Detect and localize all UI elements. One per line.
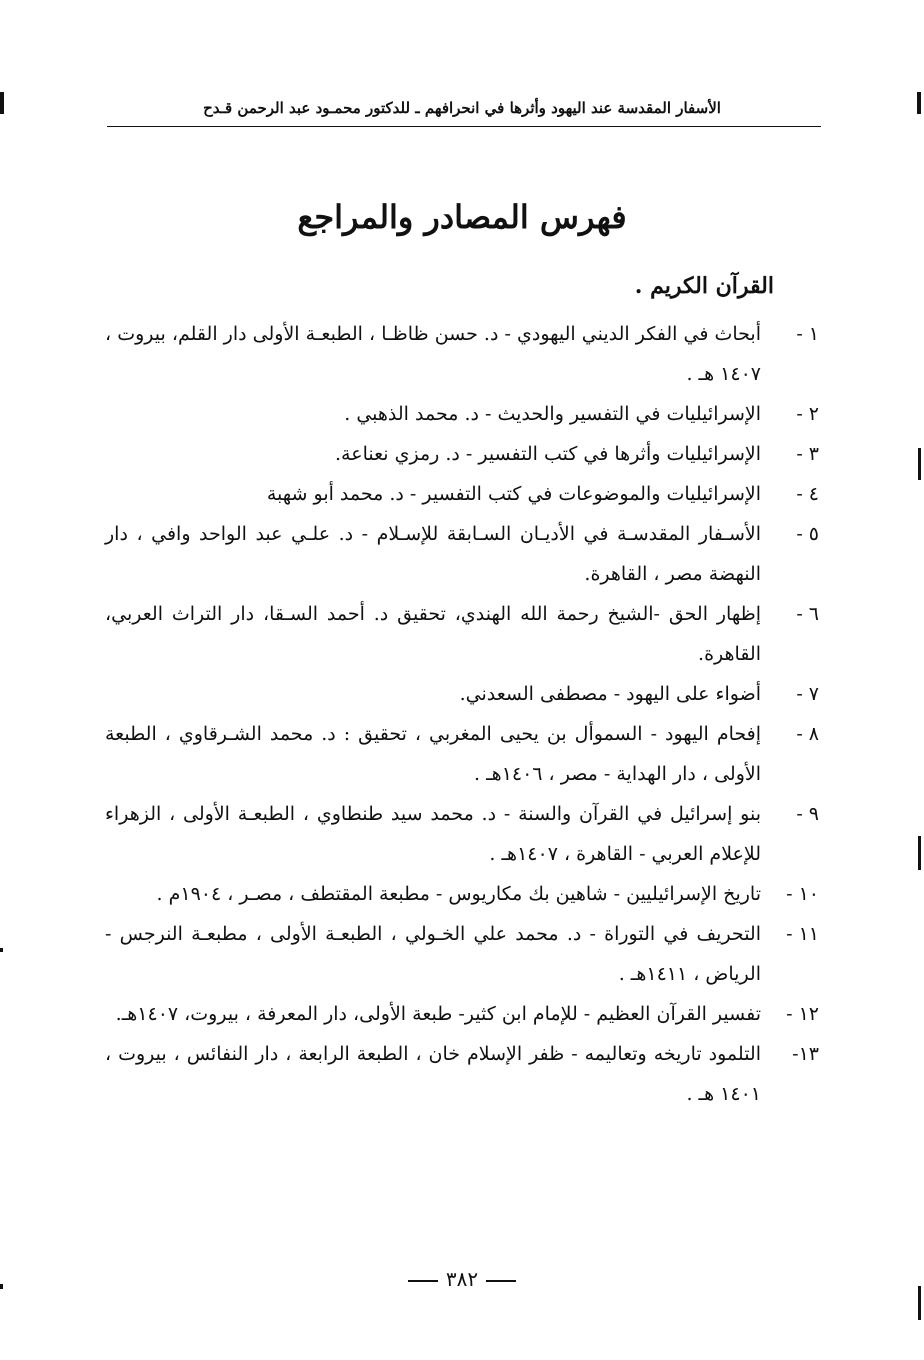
page-number-dash [408,1280,438,1282]
reference-number: ١ - [796,323,819,345]
scan-artifact-mark [917,92,921,114]
reference-text: الإسرائيليات والموضوعات في كتب التفسير - د. محمد أبو شهبة [266,483,761,505]
reference-item [105,594,819,674]
section-heading: القرآن الكريم . [634,273,774,299]
reference-text: أبحاث في الفكر الديني اليهودي - د. حسن ظاظـا ، الطبعـة الأولى دار القلم، بيروت ، ١٤٠٧ هـ . [105,323,761,385]
reference-number: ١٢ - [786,1003,819,1025]
reference-number: ٢ - [796,403,819,425]
reference-text: إظهار الحق -الشيخ رحمة الله الهندي، تحقيق د. أحمد السـقا، دار التراث العربي، القاهرة. [105,603,761,665]
references-list [105,314,819,1114]
reference-number: ٦ - [796,603,819,625]
scan-artifact-mark [918,448,921,480]
reference-number: ١١ - [786,923,819,945]
reference-item [105,434,819,474]
reference-item [105,674,819,714]
reference-text: الأسـفار المقدسـة في الأديـان السـابقة للإسـلام - د. علـي عبد الواحد وافي ، دار النهضة مصر ، القاهرة. [105,523,761,585]
reference-text: التحريف في التوراة - د. محمد علي الخـولي ، الطبعـة الأولى ، مطبعـة النرجس - الرياض ، ١٤١١هـ . [105,923,761,985]
reference-number: ١٣- [792,1043,819,1065]
reference-text: أضواء على اليهود - مصطفى السعدني. [459,683,761,705]
reference-item [105,314,819,394]
reference-item [105,514,819,594]
reference-number: ٥ - [796,523,819,545]
reference-item [105,474,819,514]
reference-item [105,1034,819,1114]
reference-item [105,914,819,994]
reference-item [105,874,819,914]
reference-text: تفسير القرآن العظيم - للإمام ابن كثير- طبعة الأولى، دار المعرفة ، بيروت، ١٤٠٧هـ. [115,1003,761,1025]
scan-artifact-mark [0,92,4,114]
reference-item [105,714,819,794]
reference-number: ٣ - [796,443,819,465]
reference-item [105,394,819,434]
reference-number: ٤ - [796,483,819,505]
reference-number: ٩ - [796,803,819,825]
page-title: فهرس المصادر والمراجع [297,198,627,236]
scan-artifact-mark [918,836,921,870]
running-header: الأسفار المقدسة عند اليهود وأثرها في انحرافهم ـ للدكتور محمـود عبد الرحمن قـدح [203,99,721,117]
scan-artifact-mark [918,1286,921,1320]
reference-text: بنو إسرائيل في القرآن والسنة - د. محمد سيد طنطاوي ، الطبعـة الأولى ، الزهراء للإعلام العربي - القاهرة ، ١٤٠٧هـ . [105,803,761,865]
page-number [0,1264,924,1294]
reference-text: الإسرائيليات في التفسير والحديث - د. محمد الذهبي . [344,403,761,425]
reference-item [105,794,819,874]
scan-artifact-mark [0,948,3,952]
reference-text: إفحام اليهود - السموأل بن يحيى المغربي ، تحقيق : د. محمد الشـرقاوي ، الطبعة الأولى ، دار الهداية - مصر ، ١٤٠٦هـ . [105,723,761,785]
reference-text: الإسرائيليات وأثرها في كتب التفسير - د. رمزي نعناعة. [335,443,761,465]
reference-item [105,994,819,1034]
reference-number: ١٠ - [786,883,819,905]
reference-text: التلمود تاريخه وتعاليمه - ظفر الإسلام خان ، الطبعة الرابعة ، دار النفائس ، بيروت ، ١٤٠١ هـ . [105,1043,761,1105]
reference-text: تاريخ الإسرائيليين - شاهين بك مكاريوس - مطبعة المقتطف ، مصـر ، ١٩٠٤م . [156,883,761,905]
reference-number: ٨ - [796,723,819,745]
page-number-dash [486,1280,516,1282]
reference-number: ٧ - [796,683,819,705]
scan-artifact-mark [0,1284,3,1289]
page-number-value: ٣٨٢ [445,1267,479,1291]
header-rule [107,126,821,127]
